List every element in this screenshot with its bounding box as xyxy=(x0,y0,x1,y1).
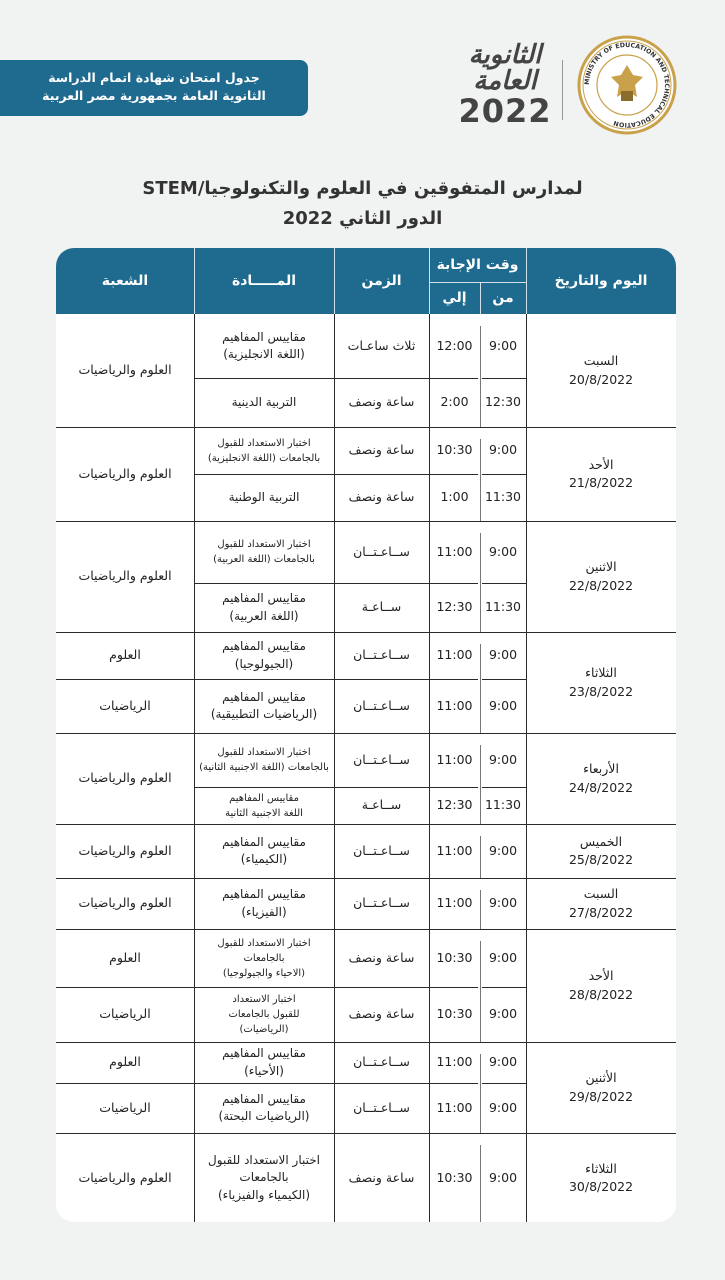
from-time: 11:30 xyxy=(484,489,522,505)
row-divider xyxy=(194,583,526,584)
exam-date: 28/8/2022 xyxy=(568,986,634,1002)
day-date-cell xyxy=(526,314,676,427)
duration-cell: ساعة ونصف xyxy=(348,489,415,505)
duration-cell: ساعة ونصف xyxy=(348,1169,415,1185)
subject-line: اختبار الاستعداد للقبول xyxy=(217,747,311,758)
section-cell: العلوم والرياضيات xyxy=(78,770,172,786)
col-divider xyxy=(334,929,335,1042)
duration-cell: ســاعـتــان xyxy=(353,647,410,663)
subject-cell xyxy=(194,679,334,733)
subject-cell xyxy=(194,314,334,378)
to-time: 11:00 xyxy=(436,543,473,559)
day-date-cell xyxy=(526,521,676,632)
row-divider xyxy=(56,987,526,988)
col-divider-thin xyxy=(480,533,481,632)
exam-date: 21/8/2022 xyxy=(568,475,634,490)
subject-line: مقاييس المفاهيم xyxy=(222,1091,306,1106)
from-time: 9:00 xyxy=(488,1169,518,1185)
to-time: 11:00 xyxy=(436,751,473,767)
col-divider-thin xyxy=(480,1145,481,1222)
duration-cell: ســاعـة xyxy=(361,599,402,615)
section-cell: العلوم xyxy=(109,647,141,663)
col-divider xyxy=(526,733,527,824)
section-cell: العلوم والرياضيات xyxy=(78,1169,172,1185)
subject-cell xyxy=(194,1133,334,1222)
col-divider xyxy=(526,632,527,733)
from-time: 9:00 xyxy=(488,1099,518,1115)
col-divider xyxy=(429,878,430,929)
banner-line-1: جدول امتحان شهادة اتمام الدراسة xyxy=(48,70,260,85)
col-divider xyxy=(194,929,195,1042)
day-name: السبت xyxy=(583,353,619,369)
subject-line: التربية الوطنية xyxy=(228,489,300,504)
seal-text: MINISTRY OF EDUCATION AND TECHNICAL EDUCATION xyxy=(583,41,671,129)
subject-cell xyxy=(194,929,334,987)
col-divider xyxy=(334,733,335,824)
to-time: 10:30 xyxy=(436,442,473,458)
subject-line: بالجامعات xyxy=(243,952,285,964)
section-cell: العلوم والرياضيات xyxy=(78,465,172,481)
to-time: 11:00 xyxy=(436,647,473,663)
to-time: 10:30 xyxy=(436,1006,473,1022)
col-divider xyxy=(334,314,335,427)
day-date-cell xyxy=(526,929,676,1042)
subject-cell xyxy=(194,521,334,583)
col-divider xyxy=(334,521,335,632)
to-time: 12:00 xyxy=(436,337,473,353)
col-header-duration: الزمن xyxy=(361,273,402,289)
duration-cell: ســاعـتــان xyxy=(353,751,410,767)
exam-date: 22/8/2022 xyxy=(568,577,634,593)
subject-cell xyxy=(194,378,334,427)
logo-divider xyxy=(562,60,563,120)
subject-line: مقاييس المفاهيم xyxy=(222,1046,306,1061)
day-date-cell xyxy=(526,878,676,929)
subject-line: مقاييس المفاهيم xyxy=(222,639,306,654)
subject-line: مقاييس المفاهيم xyxy=(229,792,299,804)
col-divider xyxy=(429,427,430,521)
subject-line: (الرياضيات البحتة) xyxy=(218,1109,310,1123)
subject-cell xyxy=(194,583,334,632)
col-divider xyxy=(194,824,195,878)
from-time: 9:00 xyxy=(488,842,518,858)
col-divider-thin xyxy=(480,836,481,878)
col-divider-thin xyxy=(480,439,481,521)
duration-cell: ســاعـتــان xyxy=(353,1099,410,1115)
from-time: 9:00 xyxy=(488,442,518,458)
day-name: الأثنين xyxy=(585,1070,617,1086)
to-time: 12:30 xyxy=(436,599,473,615)
row-divider xyxy=(194,378,526,379)
subject-cell xyxy=(194,824,334,878)
subject-line: اختبار الاستعداد للقبول xyxy=(217,437,311,449)
to-time: 11:00 xyxy=(436,697,473,713)
duration-cell: ســاعـتــان xyxy=(353,543,410,559)
to-time: 11:00 xyxy=(436,842,473,858)
from-time: 11:30 xyxy=(484,599,522,615)
col-divider xyxy=(526,824,527,878)
row-divider xyxy=(56,1083,526,1084)
duration-cell: ســاعـتــان xyxy=(353,1054,410,1070)
col-divider xyxy=(194,878,195,929)
col-divider xyxy=(334,878,335,929)
subject-line: (الكيمياء والفيزياء) xyxy=(218,1187,311,1202)
section-cell: العلوم والرياضيات xyxy=(78,568,172,584)
to-time: 10:30 xyxy=(436,1169,473,1185)
col-header-section: الشعبة xyxy=(101,273,149,289)
day-name: الأحد xyxy=(588,968,614,984)
col-divider-thin xyxy=(480,326,481,427)
from-time: 9:00 xyxy=(488,647,518,663)
col-divider-thin xyxy=(480,890,481,929)
col-divider xyxy=(194,1042,195,1133)
col-header-day-date: اليوم والتاريخ xyxy=(554,273,648,289)
subject-cell xyxy=(194,878,334,929)
day-date-cell xyxy=(526,824,676,878)
day-name: السبت xyxy=(583,886,619,902)
col-divider-thin xyxy=(480,941,481,1042)
col-header-answer-time: وقت الإجابة xyxy=(436,257,519,273)
day-name: الخميس xyxy=(579,833,623,849)
col-divider-thin xyxy=(480,644,481,733)
day-name: الاثنين xyxy=(585,559,617,575)
to-time: 11:00 xyxy=(436,1099,473,1115)
col-divider xyxy=(334,632,335,733)
col-divider-thin xyxy=(480,745,481,824)
col-divider xyxy=(429,521,430,632)
subject-cell xyxy=(194,733,334,787)
section-cell: الرياضيات xyxy=(99,1006,151,1022)
col-divider xyxy=(429,824,430,878)
subject-line: (الفيزياء) xyxy=(241,904,287,919)
col-divider xyxy=(429,1042,430,1133)
subject-cell xyxy=(194,1042,334,1083)
col-header-subject: المـــــادة xyxy=(231,273,297,289)
duration-cell: ساعة ونصف xyxy=(348,1006,415,1022)
duration-cell: ثلاث ساعـات xyxy=(347,337,416,353)
subject-line: اختبار الاستعداد xyxy=(232,994,296,1005)
to-time: 11:00 xyxy=(436,1054,473,1070)
row-divider xyxy=(194,474,526,475)
section-cell: الرياضيات xyxy=(99,697,151,713)
exam-date: 24/8/2022 xyxy=(568,779,634,795)
subject-line: مقاييس المفاهيم xyxy=(222,689,306,704)
from-time: 9:00 xyxy=(488,1054,518,1070)
subject-cell xyxy=(194,632,334,679)
day-name: الثلاثاء xyxy=(585,1160,617,1176)
col-divider xyxy=(334,824,335,878)
col-header-to: إلي xyxy=(442,290,467,306)
subject-line: اختبار الاستعداد للقبول xyxy=(217,539,311,550)
col-divider xyxy=(526,427,527,521)
from-time: 11:30 xyxy=(484,797,522,813)
to-time: 1:00 xyxy=(440,489,469,505)
subject-line: (اللغة العربية) xyxy=(229,608,299,623)
subject-line: (الجيولوجيا) xyxy=(234,656,294,671)
day-date-cell xyxy=(526,1042,676,1133)
from-time: 9:00 xyxy=(488,751,518,767)
subject-line: بالجامعات xyxy=(239,1170,289,1185)
duration-cell: ساعة ونصف xyxy=(348,394,415,410)
col-divider xyxy=(429,314,430,427)
col-header-from: من xyxy=(492,290,514,306)
col-divider xyxy=(194,521,195,632)
from-time: 9:00 xyxy=(488,543,518,559)
header-banner xyxy=(0,60,308,116)
day-name: الأحد xyxy=(588,456,614,472)
subject-line: بالجامعات (اللغة الانجليزية) xyxy=(207,452,321,464)
subject-line: اختبار الاستعداد للقبول xyxy=(208,1152,320,1167)
to-time: 10:30 xyxy=(436,949,473,965)
col-divider xyxy=(194,1133,195,1222)
col-divider xyxy=(526,929,527,1042)
row-divider xyxy=(194,787,526,788)
subject-line: (الرياضيات التطبيقية) xyxy=(210,707,318,721)
section-cell: العلوم xyxy=(109,1054,141,1070)
day-date-cell xyxy=(526,427,676,521)
subject-cell xyxy=(194,427,334,474)
subject-cell xyxy=(194,1083,334,1133)
subject-line: بالجامعات (اللغة العربية) xyxy=(213,554,315,565)
exam-date: 29/8/2022 xyxy=(568,1088,634,1104)
col-divider xyxy=(194,314,195,427)
section-cell: العلوم والرياضيات xyxy=(78,362,172,378)
from-time: 9:00 xyxy=(488,337,518,353)
thanaweya-logo xyxy=(455,42,555,128)
row-divider xyxy=(56,679,526,680)
col-divider xyxy=(334,1042,335,1133)
subject-line: مقاييس المفاهيم xyxy=(222,834,306,849)
from-time: 9:00 xyxy=(488,697,518,713)
to-time: 11:00 xyxy=(436,895,473,911)
from-time: 12:30 xyxy=(484,394,522,410)
col-divider xyxy=(526,314,527,427)
exam-schedule-table xyxy=(56,248,676,1222)
exam-date: 23/8/2022 xyxy=(568,683,634,699)
from-time: 9:00 xyxy=(488,895,518,911)
section-cell: العلوم والرياضيات xyxy=(78,895,172,911)
to-time: 2:00 xyxy=(440,394,469,410)
col-divider xyxy=(429,632,430,733)
col-divider xyxy=(526,1133,527,1222)
subject-line: مقاييس المفاهيم xyxy=(222,329,306,344)
col-divider xyxy=(526,521,527,632)
subject-line: اختبار الاستعداد للقبول xyxy=(217,937,311,949)
table-header xyxy=(56,248,676,314)
subject-cell xyxy=(194,787,334,824)
day-date-cell xyxy=(526,632,676,733)
day-name: الثلاثاء xyxy=(585,665,617,681)
page-title: لمدارس المتفوقين في العلوم والتكنولوجيا/STEM xyxy=(142,178,583,199)
duration-cell: ســاعـة xyxy=(361,797,402,813)
subject-cell xyxy=(194,987,334,1042)
subject-line: بالجامعات (اللغة الاجنبية الثانية) xyxy=(199,762,329,773)
day-date-cell xyxy=(526,733,676,824)
exam-date: 25/8/2022 xyxy=(568,852,634,867)
subject-line: (الكيمياء) xyxy=(240,852,288,866)
duration-cell: ســاعـتــان xyxy=(353,697,410,713)
col-divider-thin xyxy=(480,1054,481,1133)
section-cell: الرياضيات xyxy=(99,1099,151,1115)
subject-line: (الرياضيات) xyxy=(239,1024,289,1035)
col-divider xyxy=(526,878,527,929)
section-cell: العلوم والرياضيات xyxy=(78,842,172,858)
col-divider xyxy=(429,1133,430,1222)
duration-cell: ســاعـتــان xyxy=(353,842,410,858)
subject-cell xyxy=(194,474,334,521)
col-divider xyxy=(526,1042,527,1133)
subject-line: اللغة الاجنبية الثانية xyxy=(225,807,303,819)
col-divider xyxy=(429,733,430,824)
subject-line: (الأحياء) xyxy=(244,1063,284,1078)
logo-text: الثانوية العامة xyxy=(468,40,542,96)
duration-cell: ساعة ونصف xyxy=(348,442,415,458)
subject-line: مقاييس المفاهيم xyxy=(222,887,306,902)
logo-year: 2022 xyxy=(458,92,552,130)
ministry-seal-icon xyxy=(577,35,677,135)
subject-line: (اللغة الانجليزية) xyxy=(223,347,305,361)
duration-cell: ســاعـتــان xyxy=(353,895,410,911)
subject-line: (الاحياء والجيولوجيا) xyxy=(222,967,306,979)
day-name: الأربعاء xyxy=(583,761,619,777)
col-divider xyxy=(194,632,195,733)
day-date-cell xyxy=(526,1133,676,1222)
col-divider xyxy=(334,427,335,521)
exam-date: 20/8/2022 xyxy=(568,371,634,387)
from-time: 9:00 xyxy=(488,1006,518,1022)
subject-line: التربية الدينية xyxy=(231,394,297,409)
exam-date: 27/8/2022 xyxy=(568,904,634,920)
from-time: 9:00 xyxy=(488,949,518,965)
col-divider xyxy=(429,929,430,1042)
subject-line: مقاييس المفاهيم xyxy=(222,591,306,606)
duration-cell: ساعة ونصف xyxy=(348,949,415,965)
page-subtitle: الدور الثاني 2022 xyxy=(282,208,443,229)
col-divider xyxy=(334,1133,335,1222)
section-cell: العلوم xyxy=(109,949,141,965)
subject-line: للقبول بالجامعات xyxy=(228,1009,300,1020)
to-time: 12:30 xyxy=(436,797,473,813)
col-divider xyxy=(194,733,195,824)
banner-line-2: الثانوية العامة بجمهورية مصر العربية xyxy=(42,88,266,103)
col-divider xyxy=(194,427,195,521)
exam-date: 30/8/2022 xyxy=(568,1179,634,1194)
